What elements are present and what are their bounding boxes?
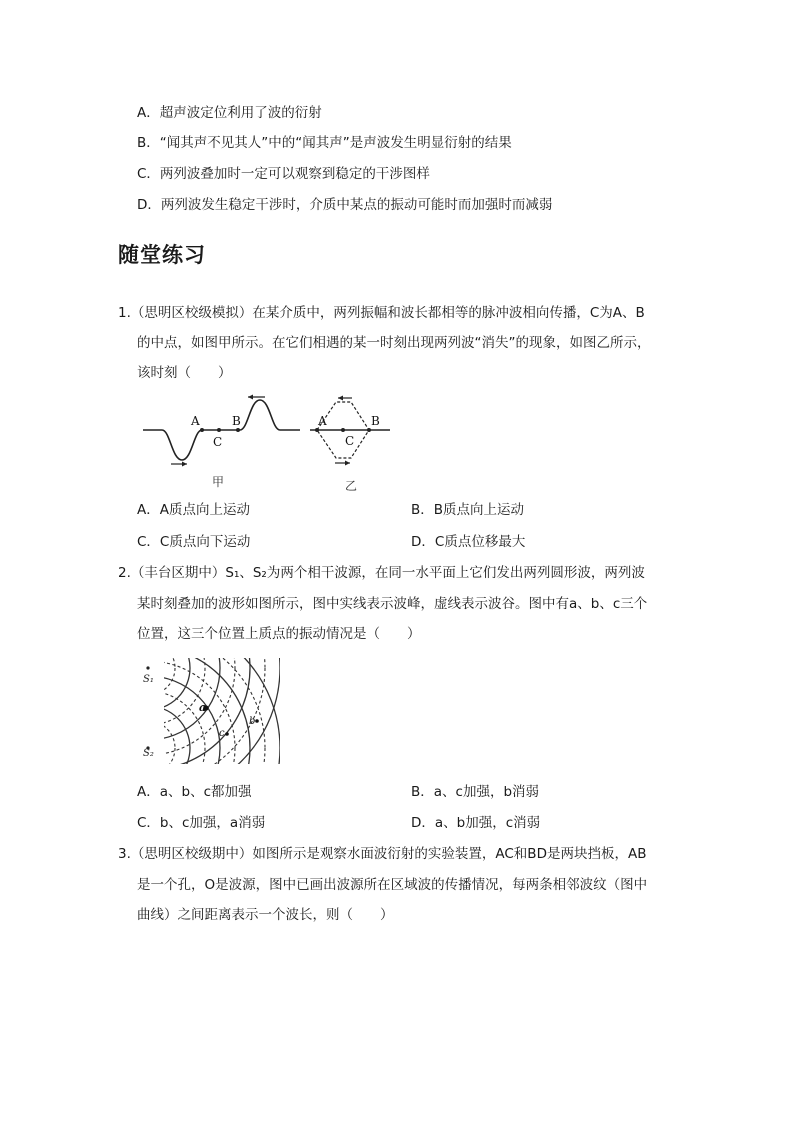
q1-option-d: D．C质点位移最大 bbox=[411, 534, 526, 550]
q1-line-2: 的中点，如图甲所示。在它们相遇的某一时刻出现两列波“消失”的现象，如图乙所示， bbox=[137, 335, 651, 351]
yi-point-a: A bbox=[318, 414, 327, 428]
intro-option-a: A．超声波定位利用了波的衍射 bbox=[137, 105, 322, 121]
jia-caption: 甲 bbox=[212, 475, 225, 489]
section-title: 随堂练习 bbox=[118, 243, 206, 267]
point-b-dot bbox=[255, 719, 259, 723]
q2-option-b: B．a、c加强，b消弱 bbox=[411, 784, 540, 800]
intro-option-c: C．两列波叠加时一定可以观察到稳定的干涉图样 bbox=[137, 166, 430, 182]
yi-point-c: C bbox=[345, 434, 355, 448]
yi-caption: 乙 bbox=[345, 479, 358, 493]
jia-point-b: B bbox=[232, 414, 241, 428]
figure-yi bbox=[310, 396, 390, 494]
jia-point-a: A bbox=[191, 414, 200, 428]
source-s1-dot bbox=[146, 666, 149, 669]
label-c: c bbox=[219, 728, 225, 739]
intro-option-b: B．“闻其声不见其人”中的“闻其声”是声波发生明显衍射的结果 bbox=[137, 135, 512, 151]
q1-figure bbox=[140, 390, 400, 494]
q3-line-2: 是一个孔，O是波源，图中已画出波源所在区域波的传播情况，每两条相邻波纹（图中 bbox=[137, 877, 648, 893]
q2-option-c: C．b、c加强，a消弱 bbox=[137, 815, 266, 831]
label-a: a bbox=[199, 701, 207, 714]
jia-point-c: C bbox=[213, 435, 223, 449]
q2-line-1: 2.（丰台区期中）S₁、S₂为两个相干波源，在同一水平面上它们发出两列圆形波，两列波 bbox=[118, 565, 645, 581]
intro-option-d: D．两列波发生稳定干涉时，介质中某点的振动可能时而加强时而减弱 bbox=[137, 197, 553, 213]
label-s2: S₂ bbox=[143, 748, 154, 759]
q3-line-3: 曲线）之间距离表示一个波长，则（ ） bbox=[137, 907, 394, 923]
q1-option-a: A．A质点向上运动 bbox=[137, 502, 250, 518]
q1-option-b: B．B质点向上运动 bbox=[411, 502, 525, 518]
q1-line-3: 该时刻（ ） bbox=[137, 365, 232, 381]
figure-jia bbox=[143, 395, 300, 490]
q2-option-d: D．a、b加强，c消弱 bbox=[411, 815, 541, 831]
yi-point-b: B bbox=[371, 414, 380, 428]
q2-figure bbox=[140, 658, 280, 772]
point-c-dot bbox=[225, 732, 229, 736]
q3-line-1: 3.（思明区校级期中）如图所示是观察水面波衍射的实验装置，AC和BD是两块挡板，AB bbox=[118, 846, 647, 862]
label-b: b bbox=[249, 716, 256, 727]
q2-line-2: 某时刻叠加的波形如图所示，图中实线表示波峰，虚线表示波谷。图中有a、b、c三个 bbox=[137, 596, 648, 612]
q2-line-3: 位置，这三个位置上质点的振动情况是（ ） bbox=[137, 626, 421, 642]
label-s1: S₁ bbox=[143, 674, 154, 685]
q1-line-1: 1.（思明区校级模拟）在某介质中，两列振幅和波长都相等的脉冲波相向传播，C为A、B bbox=[118, 305, 645, 321]
q2-option-a: A．a、b、c都加强 bbox=[137, 784, 252, 800]
q1-option-c: C．C质点向下运动 bbox=[137, 534, 251, 550]
